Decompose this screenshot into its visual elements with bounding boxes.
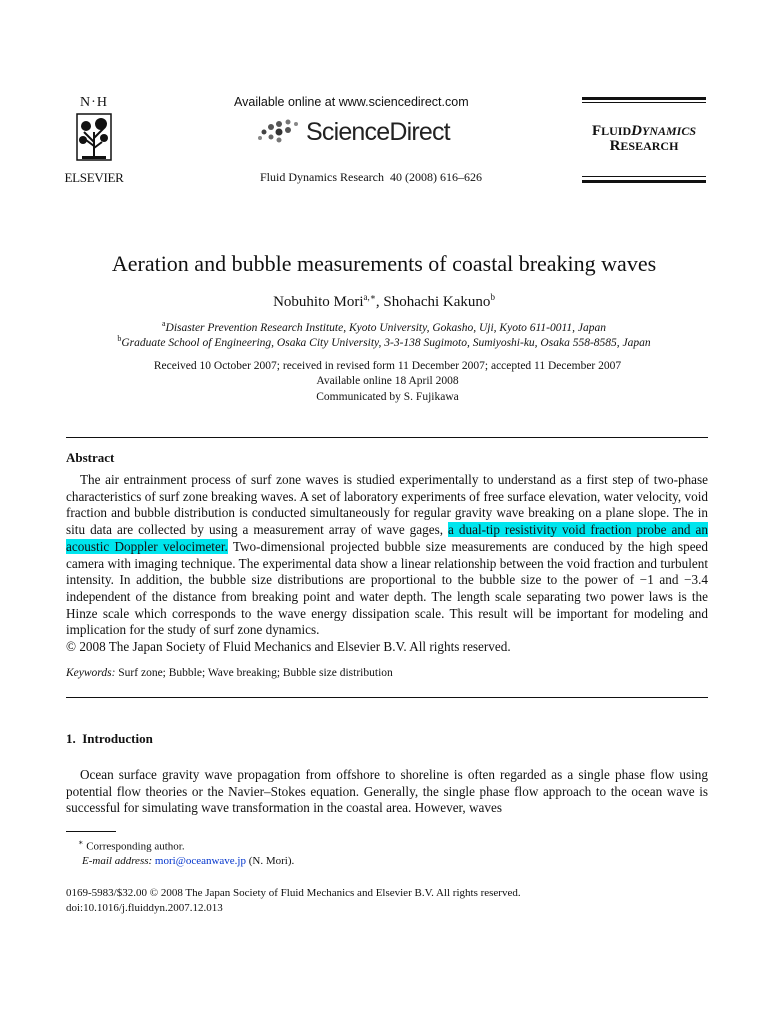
footnote-corresponding: ∗ Corresponding author. — [78, 838, 185, 853]
elsevier-logo — [58, 96, 130, 186]
journal-top-rule-2 — [582, 102, 706, 103]
communicated-by: Communicated by S. Fujikawa — [316, 391, 459, 403]
section-heading-introduction: 1. Introduction — [66, 731, 153, 746]
journal-bottom-rule-1 — [582, 176, 706, 177]
author-2-sup: b — [490, 292, 495, 302]
journal-bottom-rule-2 — [582, 180, 706, 183]
journal-logo-line2: RESEARCH — [609, 138, 679, 154]
available-online: Available online at www.sciencedirect.com — [234, 95, 469, 109]
received-dates: Received 10 October 2007; received in revised form 11 December 2007; accepted 11 December 2007 — [153, 360, 622, 372]
introduction-body: Ocean surface gravity wave propagation from offshore to shoreline is often regarded as a single phase flow using potential flow theories or the Navier–Stokes equation. Generally, the single phase flow approach to the ocean wave is successful for simulating wave transformation in the coastal area. However, waves — [66, 767, 708, 816]
journal-top-rule-1 — [582, 97, 706, 100]
author-line — [0, 292, 768, 311]
abstract-body: The air entrainment process of surf zone waves is studied experimentally to understand as a first step of two-phase characteristics of surf zone breaking waves. A set of laboratory experiments of free surface elevation, water velocity, void fraction and bubble distribution is conducted simultaneously for regular gravity wave breaking on a plane slope. The in situ data are collected by using a measurement array of wave gages, a dual-tip resistivity void fraction probe and an acoustic Doppler velocimeter. Two-dimensional projected bubble size measurements are conduced by the high speed camera with imaging technique. The experimental data show a linear relationship between the void fraction and turbulent intensity. In addition, the bubble size distributions are proportional to the bubble size to the power of −1 and −3.4 independent of the distance from breaking point and water depth. The length scale separating two power laws is the Hinze scale which corresponds to the wave energy dissipation scale. This result will be important for modeling and implication for the study of surf zone dynamics. — [66, 472, 709, 638]
author-1: Nobuhito Mori — [273, 294, 364, 310]
abstract-top-rule — [66, 437, 708, 438]
highlighted-text[interactable]: a dual-tip resistivity void fraction probe and an acoustic Doppler velocimeter. — [66, 522, 708, 554]
sciencedirect-dots-icon — [256, 118, 306, 146]
elsevier-wordmark: ELSEVIER — [64, 170, 124, 185]
author-separator: , Shohachi Kakuno — [375, 294, 491, 310]
nh-mark: N·H — [80, 95, 108, 110]
keywords-label: Keywords: — [66, 667, 116, 679]
footer-issn: 0169-5983/$32.00 © 2008 The Japan Society of Fluid Mechanics and Elsevier B.V. All rights reserved. — [66, 887, 521, 899]
keywords-list: Surf zone; Bubble; Wave breaking; Bubble size distribution — [115, 667, 393, 679]
sciencedirect-logo — [256, 114, 476, 150]
affiliation-b: $^b$Graduate School of Engineering, Osaka City University, 3-3-138 Sugimoto, Sumiyoshi-ku, Osaka 558-8585, Japan — [117, 334, 651, 349]
abstract-copyright: © 2008 The Japan Society of Fluid Mechanics and Elsevier B.V. All rights reserved. — [66, 639, 511, 654]
available-date: Available online 18 April 2008 — [316, 375, 459, 387]
sciencedirect-wordmark: ScienceDirect — [306, 118, 450, 146]
abstract-heading: Abstract — [66, 450, 115, 465]
email-link[interactable]: mori@oceanwave.jp — [154, 855, 246, 867]
journal-citation: Fluid Dynamics Research 40 (2008) 616–626 — [260, 170, 482, 184]
elsevier-tree-logo-icon — [74, 112, 114, 166]
affiliation-a: $^a$Disaster Prevention Research Institute, Kyoto University, Gokasho, Uji, Kyoto 611-0011, Japan — [161, 319, 606, 334]
footnote-rule — [66, 831, 116, 832]
footnote-email: E-mail address: mori@oceanwave.jp (N. Mori). — [82, 855, 295, 867]
journal-logo-line1: FLUIDDYNAMICS — [591, 123, 697, 139]
article-title: Aeration and bubble measurements of coastal breaking waves — [111, 251, 657, 276]
author-1-sup: a,∗ — [363, 292, 376, 302]
keywords — [66, 667, 393, 679]
abstract-bottom-rule — [66, 697, 708, 698]
journal-logo — [578, 124, 710, 154]
footer-doi: doi:10.1016/j.fluiddyn.2007.12.013 — [66, 902, 223, 914]
